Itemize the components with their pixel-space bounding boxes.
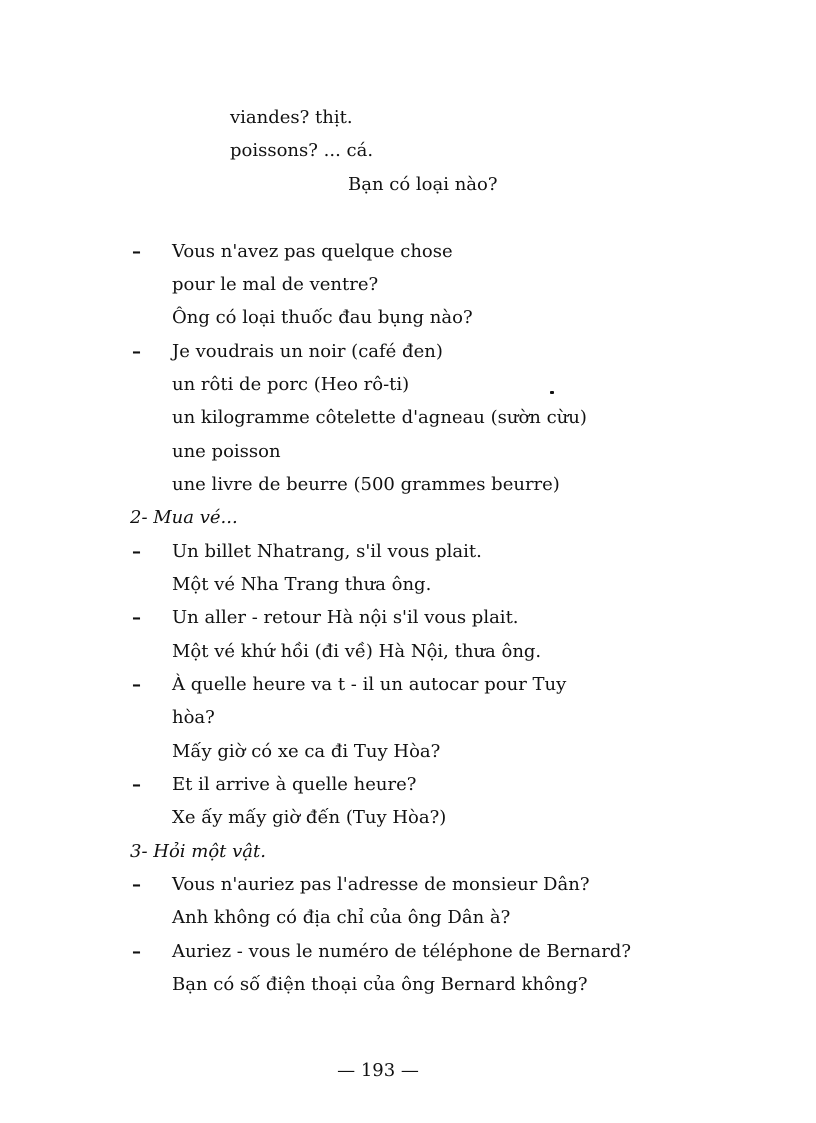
section-heading-hoi-mot-vat: 3- Hỏi một vật. <box>130 841 266 862</box>
line-xe-ay-may-gio: Xe ấy mấy giờ đến (Tuy Hòa?) <box>172 807 447 828</box>
line-une-livre: une livre de beurre (500 grammes beurre) <box>172 474 560 495</box>
line-un-aller-retour: Un aller - retour Hà nội s'il vous plait. <box>172 607 519 628</box>
dialogue-dash: – <box>132 541 141 562</box>
line-un-roti: un rôti de porc (Heo rô-ti) <box>172 374 410 395</box>
page-number: — 193 — <box>337 1060 419 1081</box>
line-mot-ve-khu-hoi: Một vé khứ hồi (đi về) Hà Nội, thưa ông. <box>172 641 542 662</box>
line-un-kilogramme: un kilogramme côtelette d'agneau (sườn cừu) <box>172 407 587 428</box>
line-pour-le-mal: pour le mal de ventre? <box>172 274 379 295</box>
line-hoa: hòa? <box>172 707 215 728</box>
dialogue-dash: – <box>132 774 141 795</box>
dialogue-dash: – <box>132 941 141 962</box>
ink-speck <box>550 391 554 394</box>
section-heading-mua-ve: 2- Mua vé... <box>130 507 238 528</box>
dialogue-dash: – <box>132 241 141 262</box>
line-ong-co-loai-thuoc: Ông có loại thuốc đau bụng nào? <box>172 307 473 328</box>
line-anh-khong-co: Anh không có địa chỉ của ông Dân à? <box>172 907 511 928</box>
dialogue-dash: – <box>132 674 141 695</box>
line-a-quelle-heure: À quelle heure va t - il un autocar pour Tuy <box>172 674 567 695</box>
line-vous-nauriez: Vous n'auriez pas l'adresse de monsieur Dân? <box>172 874 590 895</box>
line-une-poisson: une poisson <box>172 441 281 462</box>
line-poissons: poissons? ... cá. <box>230 140 374 161</box>
line-vous-navez: Vous n'avez pas quelque chose <box>172 241 453 262</box>
line-may-gio-co-xe: Mấy giờ có xe ca đi Tuy Hòa? <box>172 741 441 762</box>
dialogue-dash: – <box>132 607 141 628</box>
line-je-voudrais: Je voudrais un noir (café đen) <box>172 341 443 362</box>
line-viandes: viandes? thịt. <box>230 107 353 128</box>
line-auriez-vous: Auriez - vous le numéro de téléphone de Bernard? <box>172 941 631 962</box>
line-un-billet: Un billet Nhatrang, s'il vous plait. <box>172 541 482 562</box>
line-ban-co-so: Bạn có số điện thoại của ông Bernard không? <box>172 974 588 995</box>
dialogue-dash: – <box>132 341 141 362</box>
dialogue-dash: – <box>132 874 141 895</box>
line-ban-co-loai-nao: Bạn có loại nào? <box>348 174 498 195</box>
line-et-il-arrive: Et il arrive à quelle heure? <box>172 774 417 795</box>
line-mot-ve-nha-trang: Một vé Nha Trang thưa ông. <box>172 574 432 595</box>
